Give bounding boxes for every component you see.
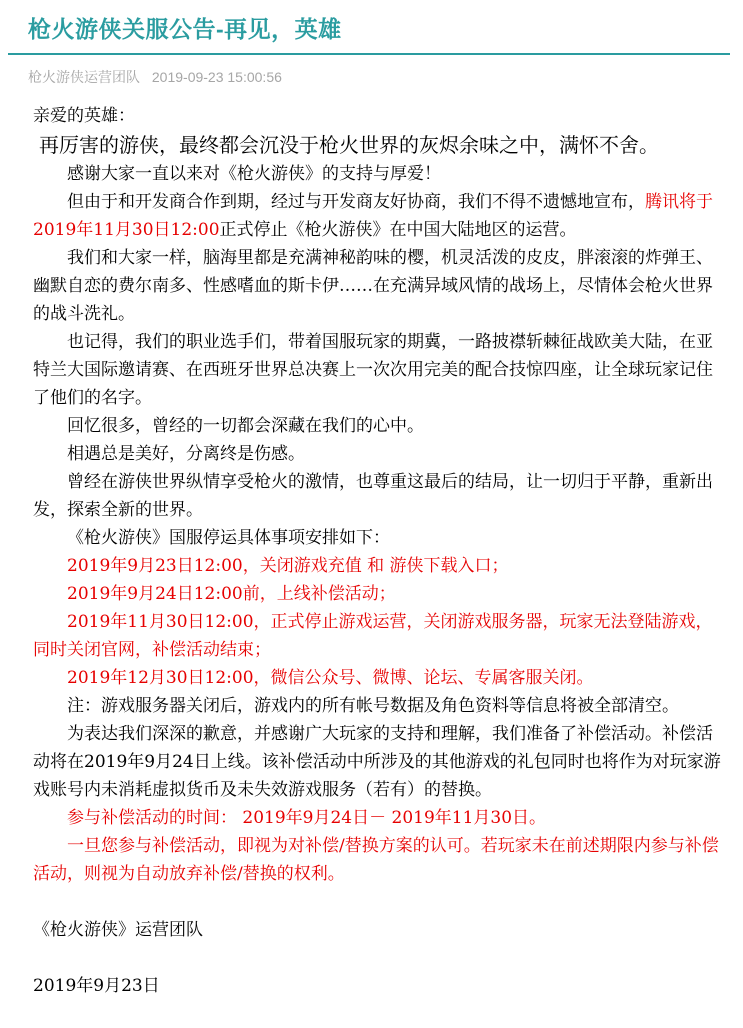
page-header xyxy=(0,0,743,87)
text-segment: 《枪火游侠》运营团队 xyxy=(33,919,203,940)
schedule-item-3 xyxy=(33,608,729,664)
schedule-item-4 xyxy=(33,664,729,692)
paragraph-compensation xyxy=(33,720,729,804)
highlight-text: 2019年9月24日12:00前，上线补偿活动； xyxy=(67,583,396,604)
text-segment: 注：游戏服务器关闭后，游戏内的所有帐号数据及角色资料等信息将被全部清空。 xyxy=(67,695,679,716)
highlight-text: 2019年12月30日12:00，微信公众号、微博、论坛、专属客服关闭。 xyxy=(67,667,594,688)
highlight-text: 一旦您参与补偿活动，即视为对补偿/替换方案的认可。若玩家未在前述期限内参与补偿活动，则视为自动放弃补偿/替换的权利。 xyxy=(33,835,719,884)
text-segment: 但由于和开发商合作到期，经过与开发商友好协商，我们不得不遗憾地宣布， xyxy=(67,191,645,212)
highlight-text: 2019年9月23日12:00，关闭游戏充值 和 游侠下载入口； xyxy=(67,555,509,576)
text-segment: 2019年9月23日 xyxy=(33,975,160,996)
paragraph-farewell xyxy=(33,440,729,468)
text-segment: 相遇总是美好，分离终是伤感。 xyxy=(67,443,305,464)
text-segment: 感谢大家一直以来对《枪火游侠》的支持与厚爱！ xyxy=(67,163,441,184)
signature-team xyxy=(33,916,729,944)
compensation-terms xyxy=(33,832,729,888)
text-segment: 我们和大家一样，脑海里都是充满神秘韵味的樱，机灵活泼的皮皮，胖滚滚的炸弹王、幽默自恋的费尔南多、性感嗜血的斯卡伊……在充满异域风情的战场上，尽情体会枪火世界的战斗洗礼。 xyxy=(33,247,713,324)
text-segment: 正式停止《枪火游侠》在中国大陆地区的运营。 xyxy=(219,219,577,240)
text-segment: 回忆很多，曾经的一切都会深藏在我们的心中。 xyxy=(67,415,424,436)
paragraph-thanks xyxy=(33,160,729,188)
paragraph-memories-characters xyxy=(33,244,729,328)
paragraph-esports xyxy=(33,328,729,412)
text-segment: 再厉害的游侠，最终都会沉没于枪火世界的灰烬余味之中，满怀不舍。 xyxy=(39,132,659,157)
lead-sentence xyxy=(33,130,729,160)
paragraph-note xyxy=(33,692,729,720)
text-segment: 亲爱的英雄： xyxy=(33,105,135,126)
highlight-text: 腾讯将于2019年11月30日12:00 xyxy=(33,191,713,240)
highlight-text: 参与补偿活动的时间： 2019年9月24日－ 2019年11月30日。 xyxy=(67,807,547,828)
schedule-heading xyxy=(33,524,729,552)
schedule-item-1 xyxy=(33,552,729,580)
compensation-period xyxy=(33,804,729,832)
text-segment: 《枪火游侠》国服停运具体事项安排如下： xyxy=(67,527,390,548)
paragraph-announcement xyxy=(33,188,729,244)
paragraph-memories xyxy=(33,412,729,440)
text-segment: 也记得，我们的职业选手们，带着国服玩家的期冀，一路披襟斩棘征战欧美大陆，在亚特兰大国际邀请赛、在西班牙世界总决赛上一次次用完美的配合技惊四座，让全球玩家记住了他们的名字。 xyxy=(33,331,713,408)
salutation xyxy=(33,102,729,130)
highlight-text: 2019年11月30日12:00，正式停止游戏运营，关闭游戏服务器，玩家无法登陆游戏，同时关闭官网，补偿活动结束； xyxy=(33,611,713,660)
post-datetime: 2019-09-23 15:00:56 xyxy=(151,68,282,85)
text-segment: 为表达我们深深的歉意，并感谢广大玩家的支持和理解，我们准备了补偿活动。补偿活动将在2019年9月24日上线。该补偿活动中所涉及的其他游戏的礼包同时也将作为对玩家游戏账号内未消耗虚拟货币及未失效游戏服务（若有）的替换。 xyxy=(33,723,721,800)
schedule-item-2 xyxy=(33,580,729,608)
signature-date xyxy=(33,972,729,1000)
paragraph-moving-on xyxy=(33,468,729,524)
title-divider xyxy=(8,53,730,55)
text-segment: 曾经在游侠世界纵情享受枪火的激情，也尊重这最后的结局，让一切归于平静，重新出发，探索全新的世界。 xyxy=(33,471,713,520)
post-meta xyxy=(28,67,715,87)
article xyxy=(0,87,743,1028)
page-title: 枪火游侠关服公告-再见，英雄 xyxy=(28,16,342,42)
post-author: 枪火游侠运营团队 xyxy=(28,68,140,85)
